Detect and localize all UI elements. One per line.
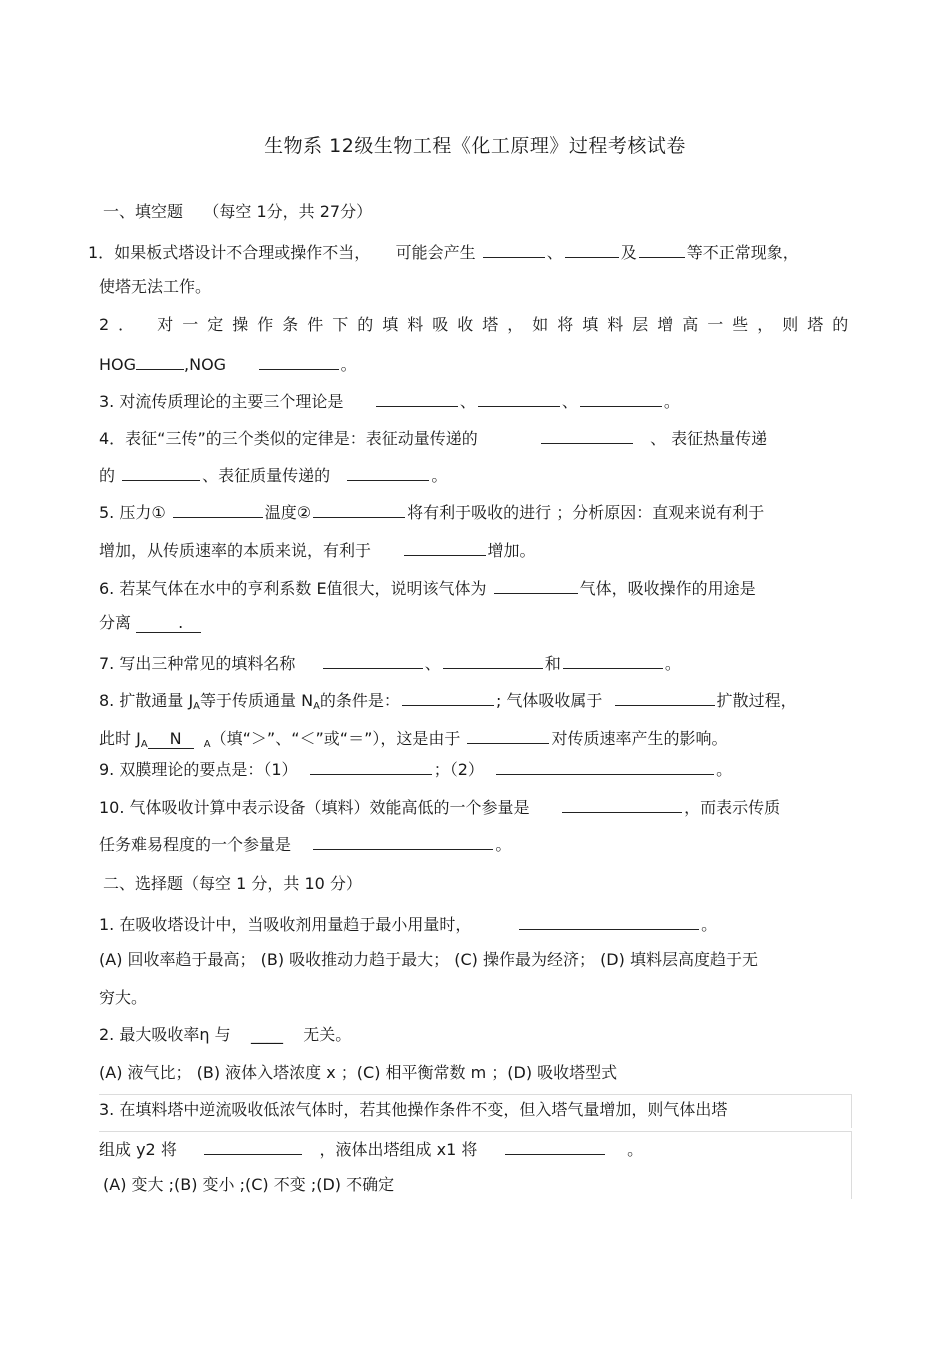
blank-compare[interactable]: N <box>148 729 194 749</box>
blank[interactable] <box>402 688 494 706</box>
blank[interactable] <box>376 389 458 407</box>
blank[interactable] <box>310 757 432 775</box>
question-5-line2: 增加，从传质速率的本质来说，有利于 增加。 <box>99 538 536 561</box>
question-3: 3. 对流传质理论的主要三个理论是 、 、 。 <box>99 389 680 412</box>
divider <box>851 1131 852 1199</box>
blank[interactable]: . <box>136 613 201 633</box>
choice-1-options-line2: 穷大。 <box>99 988 148 1007</box>
choice-2-options: (A) 液气比； (B) 液体入塔浓度 x ；(C) 相平衡常数 m ；(D) 吸收塔型式 <box>99 1063 618 1082</box>
question-9: 9. 双膜理论的要点是：（1） ；（2） 。 <box>99 757 732 780</box>
blank[interactable] <box>404 538 486 556</box>
question-2-line2: HOG ,NOG 。 <box>99 352 357 375</box>
choice-question-2: 2. 最大吸收率η 与 ____ 无关。 <box>99 1025 352 1044</box>
blank[interactable] <box>323 651 423 669</box>
blank[interactable] <box>313 832 493 850</box>
blank[interactable] <box>443 651 543 669</box>
blank[interactable] <box>615 688 715 706</box>
blank[interactable] <box>122 463 200 481</box>
blank[interactable] <box>562 795 682 813</box>
page-title: 生物系 12级生物工程《化工原理》过程考核试卷 <box>264 135 686 157</box>
section2-heading: 二、选择题（每空 1 分，共 10 分） <box>103 874 362 893</box>
question-6: 6. 若某气体在水中的亨利系数 E值很大，说明该气体为 气体，吸收操作的用途是 <box>99 576 756 599</box>
blank[interactable] <box>580 389 662 407</box>
blank-pressure[interactable] <box>173 500 263 518</box>
blank[interactable] <box>494 576 578 594</box>
choice-question-1: 1. 在吸收塔设计中，当吸收剂用量趋于最小用量时， 。 <box>99 912 717 935</box>
blank[interactable] <box>483 240 545 258</box>
blank[interactable] <box>496 757 714 775</box>
blank[interactable] <box>639 240 685 258</box>
question-5: 5. 压力① 温度② 将有利于吸收的进行 ；分析原因：直观来说有利于 <box>99 500 764 523</box>
choice-3-options: (A) 变大 ;(B) 变小 ;(C) 不变 ;(D) 不确定 <box>103 1175 395 1194</box>
blank[interactable]: ____ <box>250 1025 283 1044</box>
divider <box>99 1131 851 1132</box>
blank[interactable] <box>478 389 560 407</box>
blank-nog[interactable] <box>259 352 339 370</box>
blank-hog[interactable] <box>136 352 184 370</box>
blank-temperature[interactable] <box>313 500 405 518</box>
question-4-line2: 的 、表征质量传递的 。 <box>99 463 447 486</box>
question-4: 4．表征“三传”的三个类似的定律是：表征动量传递的 、 表征热量传递 <box>99 426 767 449</box>
divider <box>851 1094 852 1128</box>
blank[interactable] <box>541 426 633 444</box>
question-1: 1．如果板式塔设计不合理或操作不当， 可能会产生 、 及 等不正常现象， <box>88 240 799 263</box>
blank[interactable] <box>467 726 549 744</box>
blank[interactable] <box>563 651 663 669</box>
blank[interactable] <box>519 912 699 930</box>
question-6-line2: 分离 . <box>99 613 201 633</box>
choice-1-options: (A) 回收率趋于最高； (B) 吸收推动力趋于最大； (C) 操作最为经济； (D) 填料层高度趋于无 <box>99 950 758 969</box>
blank-y2[interactable] <box>204 1137 302 1155</box>
blank[interactable] <box>565 240 619 258</box>
section1-heading: 一、填空题 （每空 1分，共 27分） <box>103 202 373 221</box>
question-10: 10. 气体吸收计算中表示设备（填料）效能高低的一个参量是 ，而表示传质 <box>99 795 780 818</box>
blank-x1[interactable] <box>505 1137 605 1155</box>
question-10-line2: 任务难易程度的一个参量是 。 <box>99 832 511 855</box>
question-2: 2． 对一定操作条件下的填料吸收塔，如将填料层增高一些，则塔的 <box>99 315 858 334</box>
question-7: 7. 写出三种常见的填料名称 、 和 。 <box>99 651 681 674</box>
question-1-line2: 使塔无法工作。 <box>99 277 212 296</box>
choice-question-3: 3. 在填料塔中逆流吸收低浓气体时，若其他操作条件不变，但入塔气量增加，则气体出塔 <box>99 1100 728 1119</box>
choice-3-line2: 组成 y2 将 ，液体出塔组成 x1 将 。 <box>99 1137 643 1160</box>
blank[interactable] <box>347 463 429 481</box>
question-8: 8. 扩散通量 $J_A$等于传质通量 $N_A$的条件是： ; 气体吸收属于 扩散过程， <box>99 688 797 717</box>
question-8-line2: 此时 $J_A$ N $_A$（填“＞”、“＜”或“＝”），这是由于 对传质速率产生的影响。 <box>99 726 728 755</box>
divider <box>99 1094 851 1095</box>
